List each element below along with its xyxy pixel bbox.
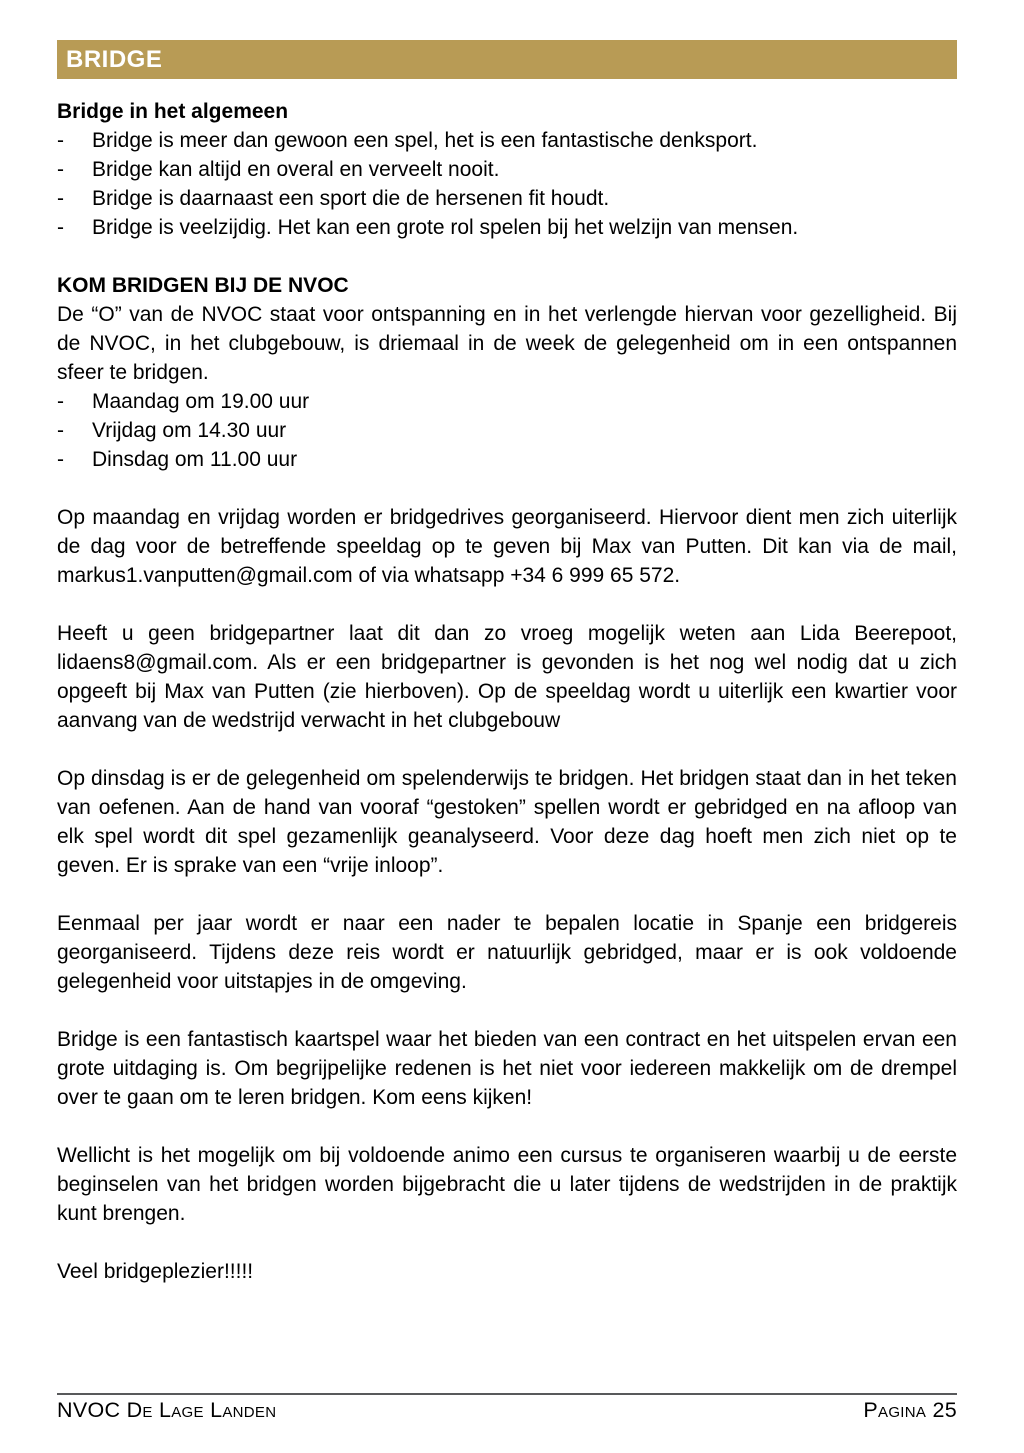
footer-club-name: NVOC De Lage Landen xyxy=(57,1398,277,1422)
paragraph: Op dinsdag is er de gelegenheid om spelenderwijs te bridgen. Het bridgen staat dan in het teken van oefenen. Aan de hand van vooraf “gestoken” spellen wordt er gebridged en na afloop van elk spel wordt dit spel gezamenlijk geanalyseerd. Voor deze dag hoeft men zich niet op te geven. Er is sprake van een “vrije inloop”. xyxy=(57,767,957,877)
paragraph: Heeft u geen bridgepartner laat dit dan zo vroeg mogelijk weten aan Lida Beerepoot, lidaens8@gmail.com. Als er een bridgepartner is gevonden is het nog wel nodig dat u zich opgeeft bij Max van Putten (zie hierboven). Op de speeldag wordt u uiterlijk een kwartier voor aanvang van de wedstrijd verwacht in het clubgebouw xyxy=(57,622,957,732)
bullet-text: Maandag om 19.00 uur xyxy=(92,390,310,413)
bullet-item xyxy=(57,126,957,155)
bullet-dash: - xyxy=(57,158,64,181)
bullet-text: Bridge is daarnaast een sport die de hersenen fit houdt. xyxy=(92,187,610,210)
bullet-dash: - xyxy=(57,187,64,210)
bullet-item xyxy=(57,416,957,445)
paragraph: Bridge is een fantastisch kaartspel waar het bieden van een contract en het uitspelen ervan een grote uitdaging is. Om begrijpelijke redenen is het niet voor iedereen makkelijk om de drempel over te gaan om te leren bridgen. Kom eens kijken! xyxy=(57,1028,957,1109)
paragraph: Eenmaal per jaar wordt er naar een nader te bepalen locatie in Spanje een bridgereis georganiseerd. Tijdens deze reis wordt er natuurlijk gebridged, maar er is ook voldoende gelegenheid voor uitstapjes in de omgeving. xyxy=(57,912,957,993)
bullet-text: Bridge is meer dan gewoon een spel, het is een fantastische denksport. xyxy=(92,129,758,152)
section-heading: Bridge in het algemeen xyxy=(57,100,289,123)
bullet-item xyxy=(57,445,957,474)
bullet-dash: - xyxy=(57,390,64,413)
bullet-text: Bridge kan altijd en overal en verveelt nooit. xyxy=(92,158,500,181)
paragraph: Veel bridgeplezier!!!!! xyxy=(57,1260,254,1283)
bullet-dash: - xyxy=(57,419,64,442)
page-content xyxy=(57,97,957,1286)
bullet-text: Vrijdag om 14.30 uur xyxy=(92,419,287,442)
content-column xyxy=(57,40,957,1286)
section-banner xyxy=(57,40,957,79)
bullet-dash: - xyxy=(57,448,64,471)
bullet-list xyxy=(57,387,957,474)
bullet-list xyxy=(57,126,957,242)
paragraph: De “O” van de NVOC staat voor ontspanning en in het verlengde hiervan voor gezelligheid. Bij de NVOC, in het clubgebouw, is driemaal in de week de gelegenheid om in een ontspannen sfeer te bridgen. xyxy=(57,303,957,384)
page-footer xyxy=(57,1393,957,1423)
bullet-text: Bridge is veelzijdig. Het kan een grote rol spelen bij het welzijn van mensen. xyxy=(92,216,799,239)
paragraph: Wellicht is het mogelijk om bij voldoende animo een cursus te organiseren waarbij u de eerste beginselen van het bridgen worden bijgebracht die u later tijdens de wedstrijden in de praktijk kunt brengen. xyxy=(57,1144,957,1225)
bullet-item xyxy=(57,213,957,242)
bullet-dash: - xyxy=(57,216,64,239)
banner-title: BRIDGE xyxy=(66,45,163,73)
bullet-item xyxy=(57,387,957,416)
paragraph: Op maandag en vrijdag worden er bridgedrives georganiseerd. Hiervoor dient men zich uiterlijk de dag voor de betreffende speeldag op te geven bij Max van Putten. Dit kan via de mail, markus1.vanputten@gmail.com of via whatsapp +34 6 999 65 572. xyxy=(57,506,957,587)
bullet-item xyxy=(57,155,957,184)
section-heading: KOM BRIDGEN BIJ DE NVOC xyxy=(57,274,349,297)
footer-page-number: Pagina 25 xyxy=(863,1398,957,1422)
bullet-item xyxy=(57,184,957,213)
bullet-text: Dinsdag om 11.00 uur xyxy=(92,448,298,471)
footer-row xyxy=(57,1395,957,1423)
bullet-dash: - xyxy=(57,129,64,152)
